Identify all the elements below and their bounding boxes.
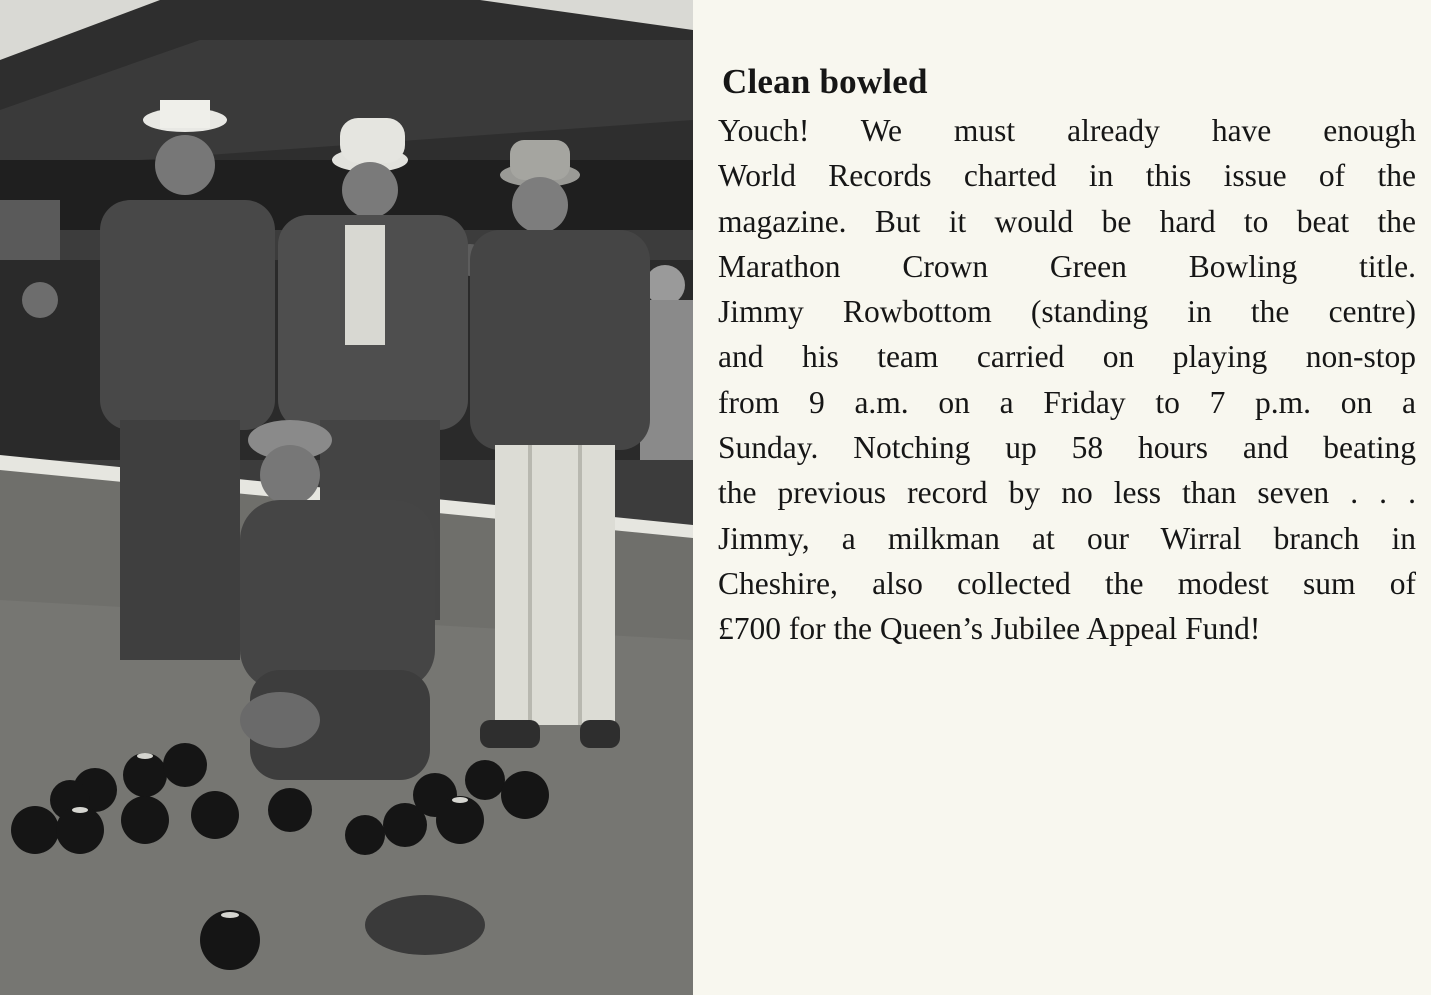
article-line: the previous record by no less than seven . . . [718,475,1416,511]
article-line: £700 for the Queen’s Jubilee Appeal Fund! [718,611,1261,647]
article-line: Jimmy Rowbottom (standing in the centre) [718,294,1416,330]
article-body [718,108,1418,652]
article-line: and his team carried on playing non-stop [718,339,1416,375]
article-line: Cheshire, also collected the modest sum of [718,565,1416,601]
article-line: magazine. But it would be hard to beat the [718,203,1416,239]
article-line: Youch! We must already have enough [718,113,1416,148]
article-line: Marathon Crown Green Bowling title. [718,248,1416,284]
article-line: from 9 a.m. on a Friday to 7 p.m. on a [718,384,1416,420]
photo-illustration [0,0,693,995]
article-headline: Clean bowled [722,62,928,101]
bowling-team-photo [0,0,693,995]
article [718,56,1418,652]
article-line: Jimmy, a milkman at our Wirral branch in [718,520,1416,556]
article-line: World Records charted in this issue of the [718,158,1416,194]
article-line: Sunday. Notching up 58 hours and beating [718,430,1416,466]
